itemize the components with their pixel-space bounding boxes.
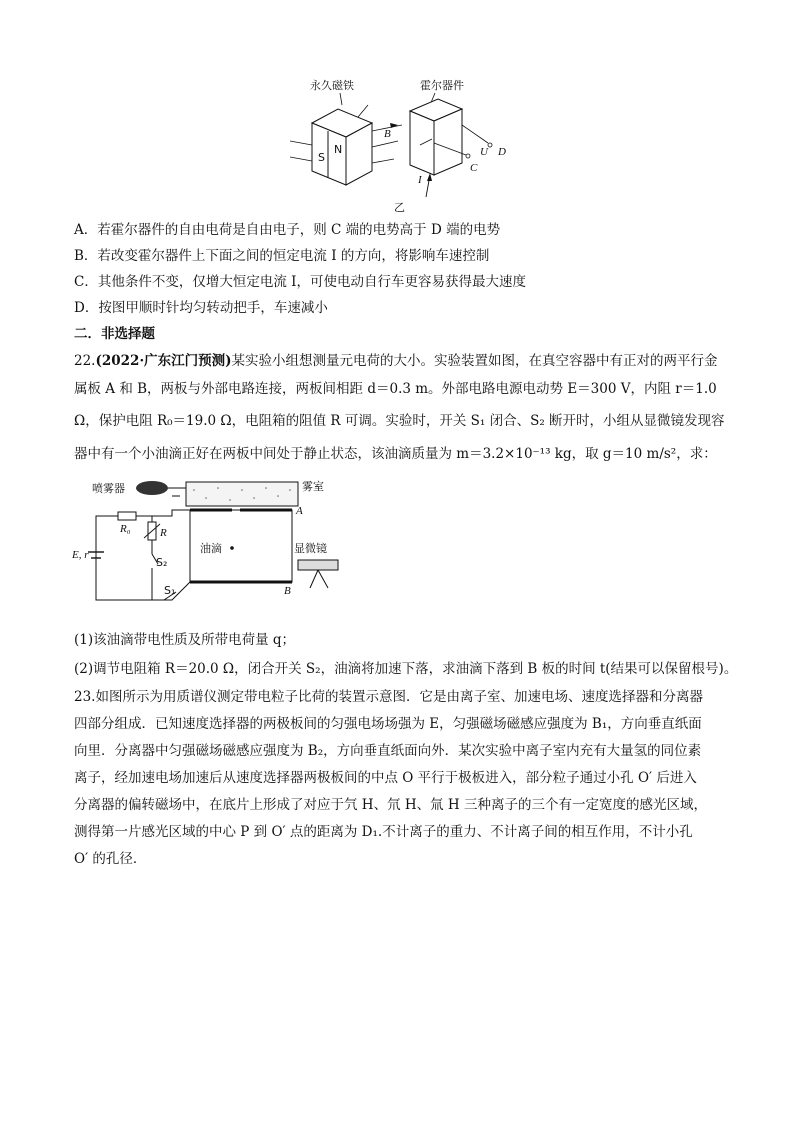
pole-s: S [318, 151, 325, 164]
c-label: C [470, 162, 478, 174]
q23-line-5: 分离器的偏转磁场中，在底片上形成了对应于氕 H、氘 H、氚 H 三种离子的三个有一定宽度的感光区域， [74, 797, 707, 813]
q21-option-a: A．若霍尔器件的自由电荷是自由电子，则 C 端的电势高于 D 端的电势 [74, 222, 501, 238]
q23-line-2: 四部分组成．已知速度选择器的两极板间的匀强电场场强为 E，匀强磁场磁感应强度为 B₁，方向垂直纸面 [74, 716, 702, 732]
magnet-label: 永久磁铁 [310, 79, 354, 92]
droplet-label: 油滴 [200, 542, 222, 555]
q23-line-6: 测得第一片感光区域的中心 P 到 O′ 点的距离为 D₁.不计离子的重力、不计离子间的相互作用，不计小孔 [74, 824, 693, 840]
q23-line-1: 23.如图所示为用质谱仪测定带电粒子比荷的装置示意图．它是由离子室、加速电场、速度选择器和分离器 [74, 689, 703, 705]
q21-option-b: B．若改变霍尔器件上下面之间的恒定电流 I 的方向，将影响车速控制 [74, 248, 490, 264]
sprayer-label: 喷雾器 [92, 482, 125, 495]
chamber-label: 雾室 [302, 480, 324, 493]
q22-text-1: 某实验小组想测量元电荷的大小。实验装置如图，在真空容器中有正对的两平行金 [231, 353, 718, 369]
d-label: D [498, 146, 506, 158]
q22-number: 22. [74, 353, 96, 369]
q23-line-7: O′ 的孔径． [74, 851, 147, 867]
pole-n: N [334, 143, 343, 156]
b-label: B [384, 128, 391, 140]
figure-caption: 乙 [394, 201, 405, 214]
er-label: E, r [72, 549, 89, 561]
q22-line-4: 器中有一个小油滴正好在两板中间处于静止状态，该油滴质量为 m＝3.2×10⁻¹³ kg，取 g＝10 m/s²，求： [74, 446, 717, 462]
q22-sub-2: (2)调节电阻箱 R＝20.0 Ω，闭合开关 S₂，油滴将加速下落，求油滴下落到 B 板的时间 t(结果可以保留根号)。 [74, 661, 738, 677]
r0-label: R₀ [120, 523, 131, 535]
q21-option-d: D．按图甲顺时针均匀转动把手，车速减小 [74, 300, 328, 316]
q22-sub-1: (1)该油滴带电性质及所带电荷量 q； [74, 632, 296, 648]
q22-line-3: Ω，保护电阻 R₀＝19.0 Ω，电阻箱的阻值 R 可调。实验时，开关 S₁ 闭合、S₂ 断开时，小组从显微镜发现容 [74, 413, 725, 429]
q21-option-c: C．其他条件不变，仅增大恒定电流 I，可使电动自行车更容易获得最大速度 [74, 274, 526, 290]
q23-line-3: 向里．分离器中匀强磁场磁感应强度为 B₂，方向垂直纸面向外．某次实验中离子室内充有大量氢的同位素 [74, 743, 702, 759]
s1-label: S₁ [164, 584, 176, 597]
u-label: U [480, 146, 488, 158]
hall-label: 霍尔器件 [420, 79, 464, 92]
hall-sensor-figure [290, 75, 520, 215]
q22-line-1 [74, 352, 718, 370]
s2-label: S₂ [156, 556, 168, 569]
i-label: I [418, 174, 422, 186]
microscope-label: 显微镜 [294, 542, 327, 555]
plate-a-label: A [296, 505, 303, 517]
q22-line-2: 属板 A 和 B，两板与外部电路连接，两板间相距 d＝0.3 m。外部电路电源电动势 E＝300 V，内阻 r＝1.0 [74, 381, 717, 397]
r-label: R [160, 527, 167, 539]
plate-b-label: B [284, 585, 291, 597]
section-title: 二．非选择题 [74, 326, 155, 342]
oil-drop-figure [72, 476, 372, 602]
q23-line-4: 离子，经加速电场加速后从速度选择器两极板间的中点 O 平行于极板进入，部分粒子通过小孔 O′ 后进入 [74, 770, 697, 786]
q22-source: (2022·广东江门预测) [95, 353, 232, 369]
